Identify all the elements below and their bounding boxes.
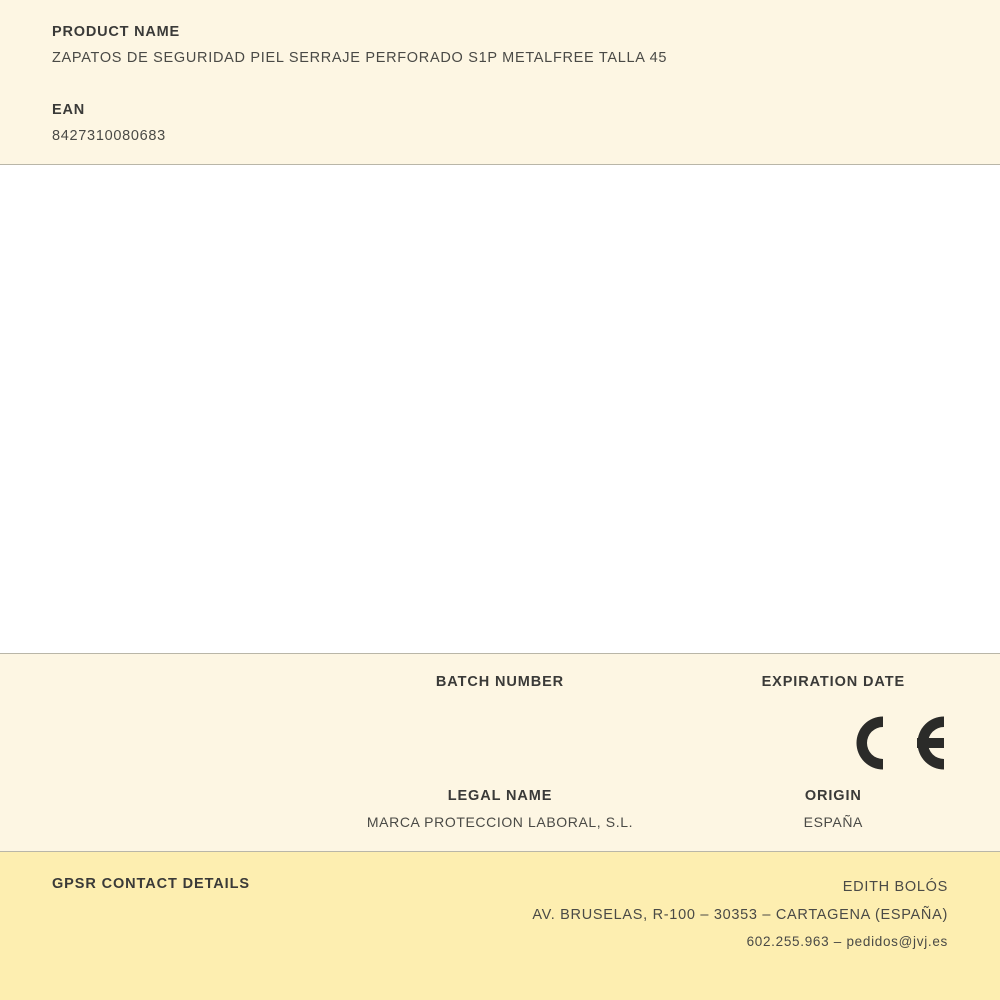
legal-name-label: LEGAL NAME — [447, 788, 553, 804]
expiration-date-value — [667, 700, 1000, 716]
gpsr-contact-details-label: GPSR CONTACT DETAILS — [52, 876, 250, 892]
header-section — [0, 0, 1000, 165]
origin-value: ESPAÑA — [803, 814, 863, 830]
gpsr-contact-details-block — [532, 874, 948, 955]
expiration-date-label: EXPIRATION DATE — [761, 674, 906, 690]
origin-field — [667, 788, 1000, 830]
info-row-legal-origin — [0, 788, 1000, 830]
ce-marking-icon — [852, 712, 948, 774]
info-cell-spacer-left-2 — [0, 788, 333, 830]
info-section — [0, 654, 1000, 852]
batch-number-field — [333, 674, 666, 716]
legal-name-field — [333, 788, 666, 830]
product-name-value: ZAPATOS DE SEGURIDAD PIEL SERRAJE PERFORADO S1P METALFREE TALLA 45 — [52, 50, 668, 66]
contact-address: AV. BRUSELAS, R-100 – 30353 – CARTAGENA (ESPAÑA) — [532, 906, 948, 923]
origin-label: ORIGIN — [804, 788, 862, 804]
ean-block — [52, 102, 948, 144]
contact-phone-email: 602.255.963 – pedidos@jvj.es — [746, 934, 948, 950]
legal-name-value: MARCA PROTECCION LABORAL, S.L. — [366, 814, 634, 830]
batch-number-label: BATCH NUMBER — [435, 674, 565, 690]
contact-name: EDITH BOLÓS — [842, 879, 948, 895]
ean-value: 8427310080683 — [52, 128, 166, 144]
info-row-batch-expiration — [0, 674, 1000, 716]
ean-label: EAN — [52, 102, 86, 118]
product-name-label: PRODUCT NAME — [52, 24, 181, 40]
expiration-date-field — [667, 674, 1000, 716]
blank-content-area — [0, 165, 1000, 654]
product-name-block — [52, 24, 948, 66]
batch-number-value — [333, 700, 666, 716]
footer-section — [0, 852, 1000, 1000]
info-cell-spacer-left — [0, 674, 333, 716]
